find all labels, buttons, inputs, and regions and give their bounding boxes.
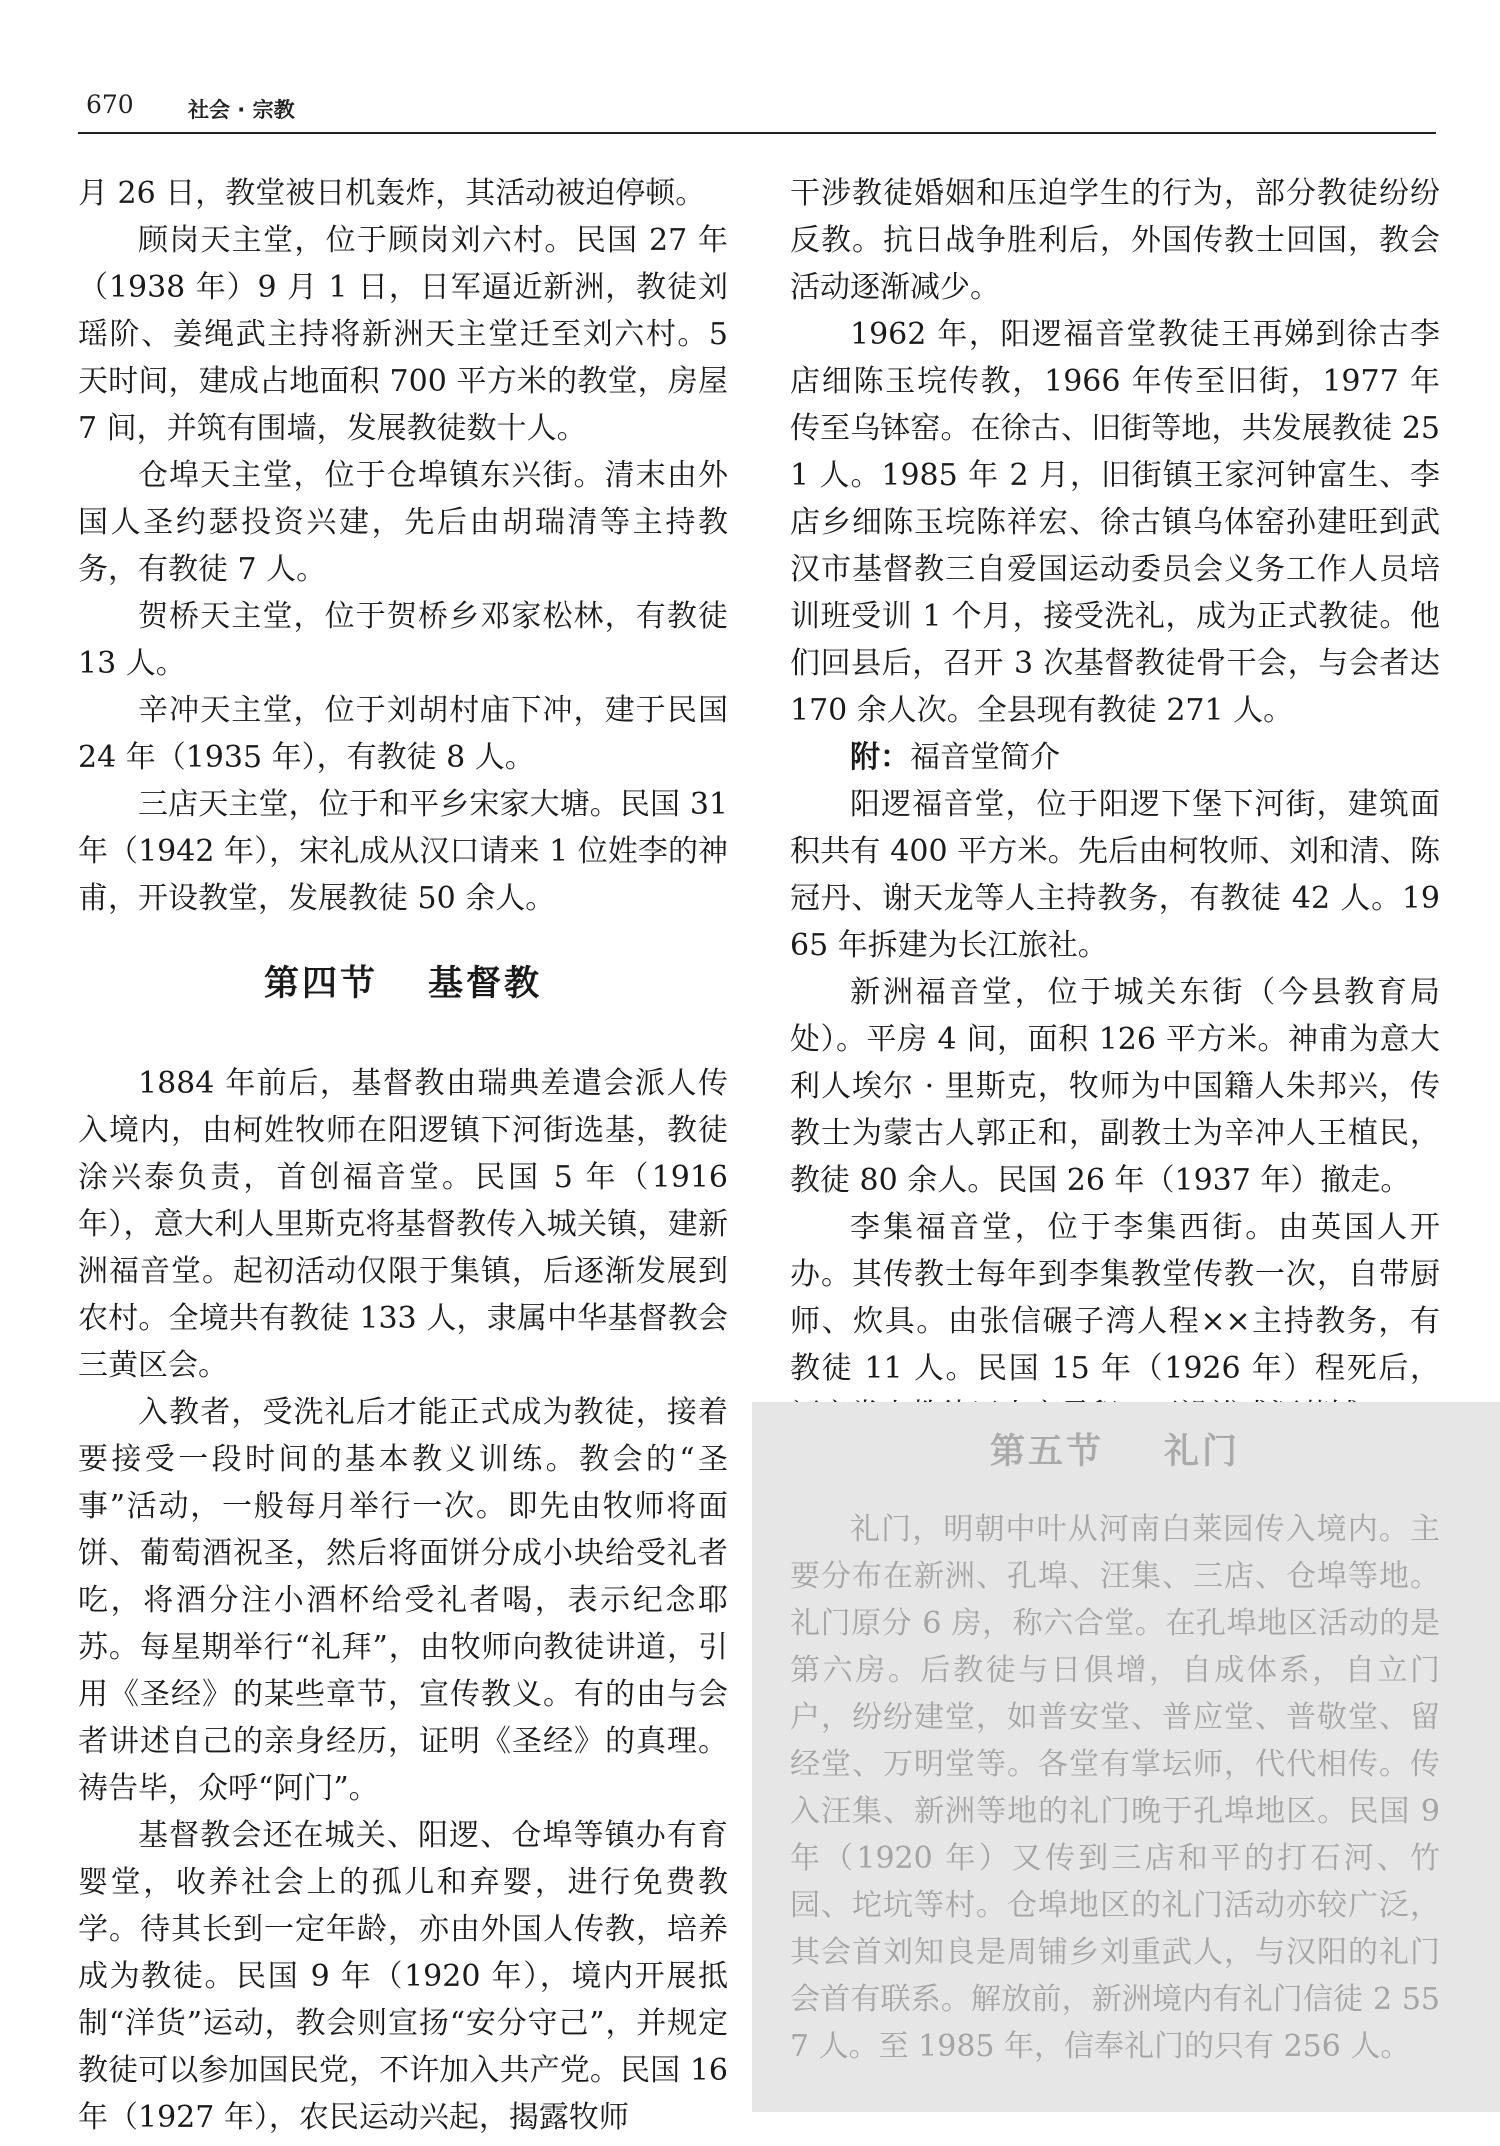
paragraph: 基督教会还在城关、阳逻、仓埠等镇办有育婴堂，收养社会上的孤儿和弃婴，进行免费教学。待其长到一定年龄，亦由外国人传教，培养成为教徒。民国 9 年（1920 年），境内开展抵制“洋货”运动，教会则宣扬“安分守己”，并规定教徒可以参加国民党，不许加入共产党。民国 16 年（1927 年），农民运动兴起，揭露牧师 [78,1818,728,2135]
section-heading-limen [790,1424,1440,1474]
paragraph: 贺桥天主堂，位于贺桥乡邓家松林，有教徒 13 人。 [78,599,728,681]
paragraph: 礼门，明朝中叶从河南白莱园传入境内。主要分布在新洲、孔埠、汪集、三店、仓埠等地。礼门原分 6 房，称六合堂。在孔埠地区活动的是第六房。后教徒与日俱增，自成体系，自立门户，纷纷建堂，如普安堂、普应堂、普敬堂、留经堂、万明堂等。各堂有掌坛师，代代相传。传入汪集、新洲等地的礼门晚于孔埠地区。民国 9 年（1920 年）又传到三店和平的打石河、竹园、坨坑等村。仓埠地区的礼门活动亦较广泛，其会首刘知良是周铺乡刘重武人，与汉阳的礼门会首有联系。解放前，新洲境内有礼门信徒 2 557 人。至 1985 年，信奉礼门的只有 256 人。 [790,1512,1440,2064]
left-column [78,170,728,2141]
paragraph: 辛冲天主堂，位于刘胡村庙下冲，建于民国 24 年（1935 年），有教徒 8 人。 [78,693,728,775]
page-number: 670 [86,90,134,119]
section-title: 基督教 [428,963,543,1004]
paragraph: 阳逻福音堂，位于阳逻下堡下河街，建筑面积共有 400 平方米。先后由柯牧师、刘和清、陈冠丹、谢天龙等人主持教务，有教徒 42 人。1965 年拆建为长江旅社。 [790,787,1440,963]
page-header [78,88,1436,134]
appendix-heading [790,734,1440,781]
section-number: 第五节 [989,1431,1104,1472]
paragraph: 三店天主堂，位于和平乡宋家大塘。民国 31 年（1942 年），宋礼成从汉口请来 1 位姓李的神甫，开设教堂，发展教徒 50 余人。 [78,787,728,916]
paragraph: 1962 年，阳逻福音堂教徒王再娣到徐古李店细陈玉垸传教，1966 年传至旧街，1977 年传至乌钵窑。在徐古、旧街等地，共发展教徒 251 人。1985 年 2 月，旧街镇王家河钟富生、李店乡细陈玉垸陈祥宏、徐古镇乌体窑孙建旺到武汉市基督教三自爱国运动委员会义务工作人员培训班受训 1 个月，接受洗礼，成为正式教徒。他们回县后，召开 3 次基督教徒骨干会，与会者达 170 余人次。全县现有教徒 271 人。 [790,317,1440,728]
paragraph: 入教者，受洗礼后才能正式成为教徒，接着要接受一段时间的基本教义训练。教会的“圣事”活动，一般每月举行一次。即先由牧师将面饼、葡萄酒祝圣，然后将面饼分成小块给受礼者吃，将酒分注小酒杯给受礼者喝，表示纪念耶苏。每星期举行“礼拜”，由牧师向教徒讲道，引用《圣经》的某些章节，宣传教义。有的由与会者讲述自己的亲身经历，证明《圣经》的真理。祷告毕，众呼“阿门”。 [78,1395,728,1806]
appendix-label: 附： [850,740,910,775]
paragraph: 1884 年前后，基督教由瑞典差遣会派人传入境内，由柯姓牧师在阳逻镇下河街选基，教徒涂兴泰负责，首创福音堂。民国 5 年（1916 年），意大利人里斯克将基督教传入城关镇，建新洲福音堂。起初活动仅限于集镇，后逐渐发展到农村。全境共有教徒 133 人，隶属中华基督教会三黄区会。 [78,1066,728,1383]
running-title: 社会 · 宗教 [188,98,295,122]
paragraph: 仓埠天主堂，位于仓埠镇东兴街。清末由外国人圣约瑟投资兴建，先后由胡瑞清等主持教务，有教徒 7 人。 [78,458,728,587]
faded-section-block [752,1402,1500,2112]
right-column [790,170,1440,1439]
paragraph: 李集福音堂，位于李集西街。由英国人开办。其传教士每年到李集教堂传教一次，自带厨师、炊具。由张信碾子湾人程××主持教务，有教徒 11 人。民国 15 年（1926 年）程死后， [790,1210,1440,1386]
appendix-title: 福音堂简介 [910,740,1060,775]
paragraph: 新洲福音堂，位于城关东街（今县教育局处）。平房 4 间，面积 126 平方米。神甫为意大利人埃尔 · 里斯克，牧师为中国籍人朱邦兴，传教士为蒙古人郭正和，副教士为辛冲人王植民，教徒 80 余人。民国 26 年（1937 年）撤走。 [790,975,1440,1198]
section-number: 第四节 [263,963,378,1004]
paragraph: 月 26 日，教堂被日机轰炸，其活动被迫停顿。 [78,176,706,211]
paragraph: 干涉教徒婚姻和压迫学生的行为，部分教徒纷纷反教。抗日战争胜利后，外国传教士回国，教会活动逐渐减少。 [790,176,1440,305]
section-title: 礼门 [1164,1431,1241,1472]
faded-section-content [790,1424,1440,2070]
section-heading-christianity [78,956,728,1006]
paragraph: 顾岗天主堂，位于顾岗刘六村。民国 27 年（1938 年）9 月 1 日，日军逼近新洲，教徒刘瑶阶、姜绳武主持将新洲天主堂迁至刘六村。5 天时间，建成占地面积 700 平方米的教堂，房屋 7 间，并筑有围墙，发展教徒数十人。 [78,223,728,446]
